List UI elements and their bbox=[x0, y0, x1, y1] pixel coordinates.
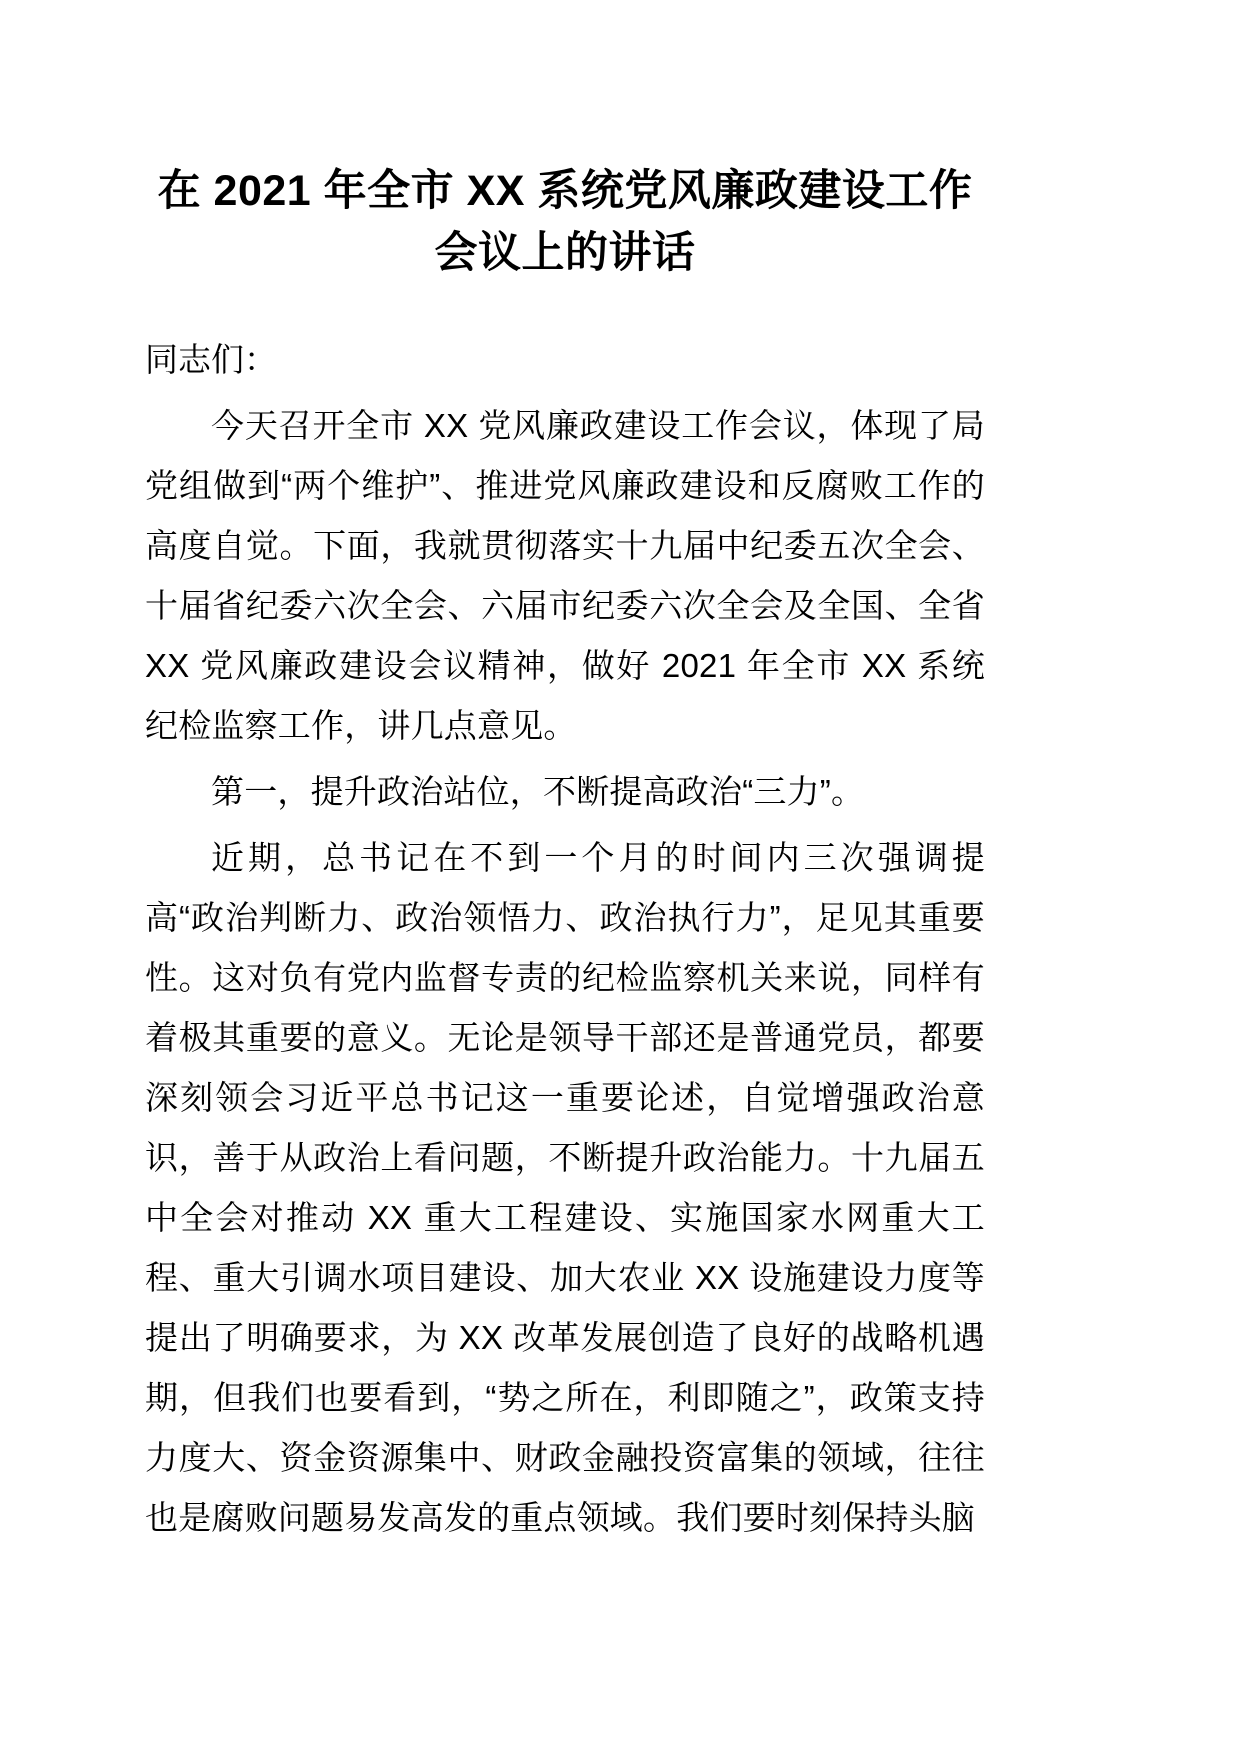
paragraph-2-heading: 第一，提升政治站位，不断提高政治“三力”。 bbox=[211, 773, 865, 810]
document-content bbox=[145, 160, 985, 1548]
paragraph-3: 近期，总书记在不到一个月的时间内三次强调提高“政治判断力、政治领悟力、政治执行力”，足见其重要性。这对负有党内监督专责的纪检监察机关来说，同样有着极其重要的意义。无论是领导干部还是普通党员，都要深刻领会习近平总书记这一重要论述，自觉增强政治意识，善于从政治上看问题，不断提升政治能力。十九届五中全会对推动 XX 重大工程建设、实施国家水网重大工程、重大引调水项目建设、加大农业 XX 设施建设力度等提出了明确要求，为 XX 改革发展创造了良好的战略机遇期，但我们也要看到，“势之所在，利即随之”，政策支持力度大、资金资源集中、财政金融投资富集的领域，往往也是腐败问题易发高发的重点领域。我们要时刻保持头脑 bbox=[145, 839, 985, 1536]
page-title: 在 2021 年全市 XX 系统党风廉政建设工作会议上的讲话 bbox=[157, 167, 973, 277]
salutation-line: 同志们： bbox=[145, 341, 277, 378]
paragraph-1: 今天召开全市 XX 党风廉政建设工作会议，体现了局党组做到“两个维护”、推进党风廉政建设和反腐败工作的高度自觉。下面，我就贯彻落实十九届中纪委五次全会、十届省纪委六次全会、六届市纪委六次全会及全国、全省 XX 党风廉政建设会议精神，做好 2021 年全市 XX 系统纪检监察工作，讲几点意见。 bbox=[145, 407, 985, 744]
